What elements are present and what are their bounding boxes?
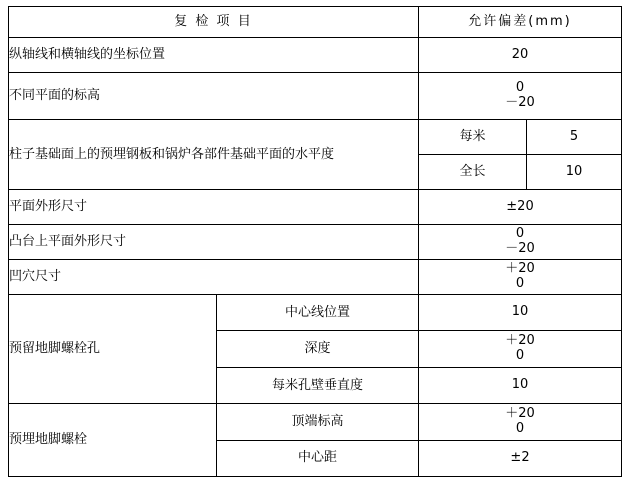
row-value — [419, 331, 622, 367]
value-line: ＋20 — [505, 405, 535, 421]
table-header-row — [9, 7, 622, 38]
row-label: 凹穴尺寸 — [9, 260, 419, 295]
value-line: 10 — [511, 304, 529, 320]
row-value — [527, 120, 622, 155]
row-value — [419, 404, 622, 441]
value-line: 10 — [565, 163, 583, 179]
table-row — [9, 73, 622, 120]
row-label: 凸台上平面外形尺寸 — [9, 225, 419, 260]
table-row — [9, 38, 622, 73]
row-label: 预埋地脚螺栓 — [9, 404, 217, 477]
row-subitem: 全长 — [419, 155, 527, 190]
row-value — [419, 190, 622, 225]
row-value — [419, 440, 622, 477]
row-subitem: 顶端标高 — [217, 404, 419, 441]
value-line: ±2 — [510, 449, 530, 465]
row-label: 柱子基础面上的预埋钢板和锅炉各部件基础平面的水平度 — [9, 120, 419, 190]
row-label: 纵轴线和横轴线的坐标位置 — [9, 38, 419, 73]
table-row — [9, 404, 622, 441]
value-line: 0 — [515, 347, 525, 363]
row-value — [419, 73, 622, 120]
row-value — [419, 295, 622, 331]
table-row — [9, 190, 622, 225]
value-line: 10 — [511, 376, 529, 392]
column-header-tolerance: 允许偏差(mm) — [419, 7, 622, 38]
row-subitem: 每米孔壁垂直度 — [217, 367, 419, 403]
row-value — [527, 155, 622, 190]
value-line: 0 — [515, 226, 525, 242]
row-label: 预留地脚螺栓孔 — [9, 295, 217, 404]
row-value — [419, 225, 622, 260]
row-value — [419, 38, 622, 73]
value-line: ＋20 — [505, 261, 535, 277]
value-line: －20 — [505, 241, 535, 256]
row-subitem: 中心线位置 — [217, 295, 419, 331]
row-value — [419, 367, 622, 403]
value-line: －20 — [505, 95, 535, 110]
row-subitem: 中心距 — [217, 440, 419, 477]
table-row — [9, 260, 622, 295]
row-label: 平面外形尺寸 — [9, 190, 419, 225]
value-line: 0 — [515, 420, 525, 436]
value-line: 0 — [515, 80, 525, 96]
table-row — [9, 120, 622, 155]
value-line: ±20 — [506, 198, 534, 214]
table-row — [9, 295, 622, 331]
tolerance-table — [8, 6, 622, 477]
value-line: 20 — [511, 46, 529, 62]
table-row — [9, 225, 622, 260]
row-subitem: 每米 — [419, 120, 527, 155]
value-line: 5 — [569, 128, 579, 144]
row-label: 不同平面的标高 — [9, 73, 419, 120]
row-value — [419, 260, 622, 295]
value-line: 0 — [515, 276, 525, 291]
row-subitem: 深度 — [217, 331, 419, 367]
value-line: ＋20 — [505, 333, 535, 349]
column-header-item: 复 检 项 目 — [9, 7, 419, 38]
